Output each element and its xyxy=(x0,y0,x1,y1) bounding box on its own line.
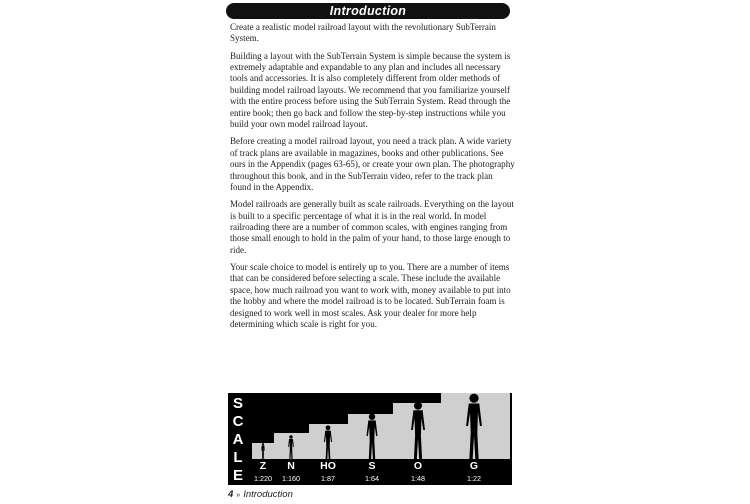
paragraph-intro: Create a realistic model railroad layout with the revolutionary SubTerrain System. xyxy=(230,22,496,44)
footer-section-title: Introduction xyxy=(243,489,293,500)
scale-letter-l: L xyxy=(233,449,243,466)
scale-letter-e: E xyxy=(232,467,243,484)
scale-name-ho: HO xyxy=(320,460,336,472)
scale-ratio-z: 1:220 xyxy=(254,474,272,483)
page-footer xyxy=(228,489,293,501)
scale-letter-c: C xyxy=(232,413,244,430)
section-header: Introduction xyxy=(226,3,510,19)
body-text xyxy=(230,22,515,336)
scale-ratio-ho: 1:87 xyxy=(321,474,335,483)
scale-name-s: S xyxy=(368,460,376,472)
scale-ratio-n: 1:160 xyxy=(282,474,300,483)
footer-separator: » xyxy=(236,492,241,499)
paragraph-scale-choice: Your scale choice to model is entirely up to you. There are a number of items that can be considered before selecting a scale. These include the available space, how much railroad you want to work with, money available to put into the hobby and where the model railroad is to be located. SubTerrain foam is designed to work well in most scales. Ask your dealer for more help determining which scale is right for you. xyxy=(230,261,511,330)
scale-ratio-g: 1:22 xyxy=(467,474,481,483)
scale-comparison-figure xyxy=(228,393,512,485)
scale-name-o: O xyxy=(413,460,423,472)
scale-vertical-word xyxy=(228,393,248,485)
scale-letter-a: A xyxy=(232,431,244,448)
scale-name-z: Z xyxy=(259,460,267,472)
page-number: 4 xyxy=(228,489,234,500)
scale-ratio-o: 1:48 xyxy=(411,474,425,483)
scale-name-n: N xyxy=(287,460,295,472)
paragraph-building: Building a layout with the SubTerrain System is simple because the system is extremely adaptable and expandable to any plan and includes all necessary tools and accessories. It is also completely different from older methods of building model railroad layouts. We recommend that you familiarize yourself with the entire process before using the SubTerrain System. Read through the entire book; then go back and follow the step-by-step instructions while you build your own model railroad layout. xyxy=(230,50,511,130)
paragraph-track-plan: Before creating a model railroad layout, you need a track plan. A wide variety of track plans are available in magazines, books and other publications. See ours in the Appendix (pages 63-65), or create your own plan. The photography throughout this book, and in the SubTerrain video, refer to the track plan found in the Appendix. xyxy=(230,136,515,193)
scale-name-g: G xyxy=(469,460,479,472)
scale-letter-s: S xyxy=(232,395,243,412)
paragraph-scale-railroads: Model railroads are generally built as scale railroads. Everything on the layout is built to a specific percentage of what it is in the real world. In model railroading there are a number of common scales, with engines ranging from those small enough to hold in the palm of your hand, to those large enough to ride. xyxy=(230,199,514,255)
scale-ratio-s: 1:64 xyxy=(365,474,379,483)
